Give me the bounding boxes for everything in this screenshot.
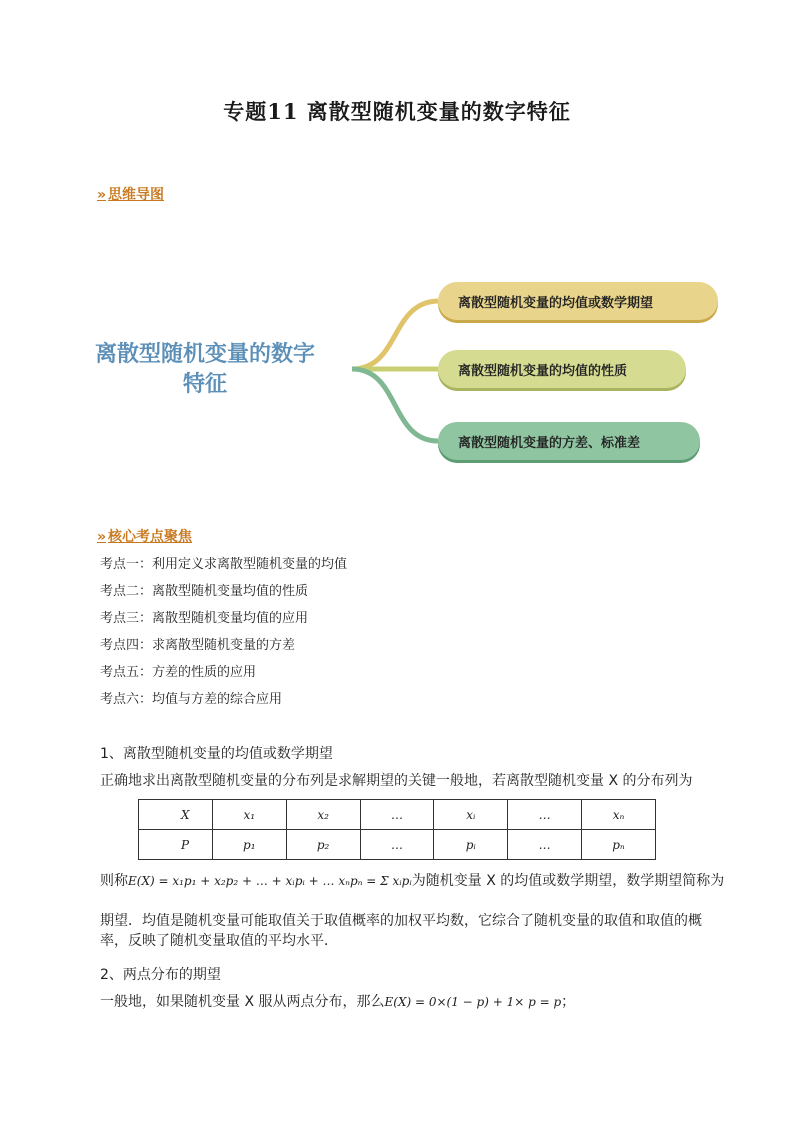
table-cell: pₙ — [582, 830, 656, 860]
paragraph-3: 期望．均值是随机变量可能取值关于取值概率的加权平均数，它综合了随机变量的取值和取值的概率，反映了随机变量取值的平均水平． — [100, 913, 702, 949]
table-cell: … — [508, 800, 582, 830]
table-cell: xᵢ — [434, 800, 508, 830]
list-item: 考点四：求离散型随机变量的方差 — [100, 638, 296, 653]
list-item: 考点二：离散型随机变量均值的性质 — [100, 584, 309, 599]
distribution-table — [138, 799, 656, 860]
list-item: 考点六：均值与方差的综合应用 — [100, 692, 283, 707]
heading-1: 1、离散型随机变量的均值或数学期望 — [100, 746, 333, 762]
mind-map-root — [70, 340, 340, 400]
table-cell: x₂ — [286, 800, 360, 830]
expectation-formula: E(X) = x₁p₁ + x₂p₂ + … + xᵢpᵢ + … xₙpₙ = Σ xᵢpᵢ — [128, 874, 412, 888]
section-label: 思维导图 — [108, 187, 165, 203]
text: 为随机变量 X 的均值或数学期望，数学期望简称为 — [411, 873, 725, 889]
text: 则称 — [100, 873, 128, 889]
table-cell: … — [360, 830, 434, 860]
mind-map-branch-2: 离散型随机变量的均值的性质 — [438, 350, 686, 388]
section-heading-core — [97, 526, 192, 546]
table-cell: p₁ — [212, 830, 286, 860]
mind-map-branch-3: 离散型随机变量的方差、标准差 — [438, 422, 700, 460]
paragraph-2 — [100, 871, 725, 891]
mind-map-branch-1: 离散型随机变量的均值或数学期望 — [438, 282, 718, 320]
paragraph-1: 正确地求出离散型随机变量的分布列是求解期望的关键一般地，若离散型随机变量 X 的分布列为 — [100, 773, 693, 789]
text: 一般地，如果随机变量 X 服从两点分布，那么 — [100, 994, 385, 1010]
root-line-1: 离散型随机变量的数字 — [94, 342, 315, 367]
table-cell: pᵢ — [434, 830, 508, 860]
table-row — [139, 800, 656, 830]
key-points-list — [100, 556, 347, 718]
text: ； — [561, 994, 576, 1010]
root-line-2: 特征 — [182, 372, 227, 397]
chevron-icon: » — [97, 187, 107, 203]
table-cell: xₙ — [582, 800, 656, 830]
chevron-icon: » — [97, 529, 107, 545]
heading-2: 2、两点分布的期望 — [100, 967, 221, 983]
section-label: 核心考点聚焦 — [108, 529, 193, 545]
table-cell: p₂ — [286, 830, 360, 860]
list-item: 考点一：利用定义求离散型随机变量的均值 — [100, 557, 348, 572]
table-row — [139, 830, 656, 860]
section-heading-mindmap — [97, 184, 164, 204]
table-cell: x₁ — [212, 800, 286, 830]
table-cell: … — [508, 830, 582, 860]
table-cell: P — [139, 830, 213, 860]
table-cell: X — [139, 800, 213, 830]
mind-map — [70, 262, 730, 472]
table-cell: … — [360, 800, 434, 830]
list-item: 考点五：方差的性质的应用 — [100, 665, 257, 680]
page-title: 专题11 离散型随机变量的数字特征 — [223, 99, 571, 124]
list-item: 考点三：离散型随机变量均值的应用 — [100, 611, 309, 626]
paragraph-4 — [100, 992, 725, 1012]
two-point-formula: E(X) = 0×(1 − p) + 1× p = p — [384, 995, 562, 1009]
